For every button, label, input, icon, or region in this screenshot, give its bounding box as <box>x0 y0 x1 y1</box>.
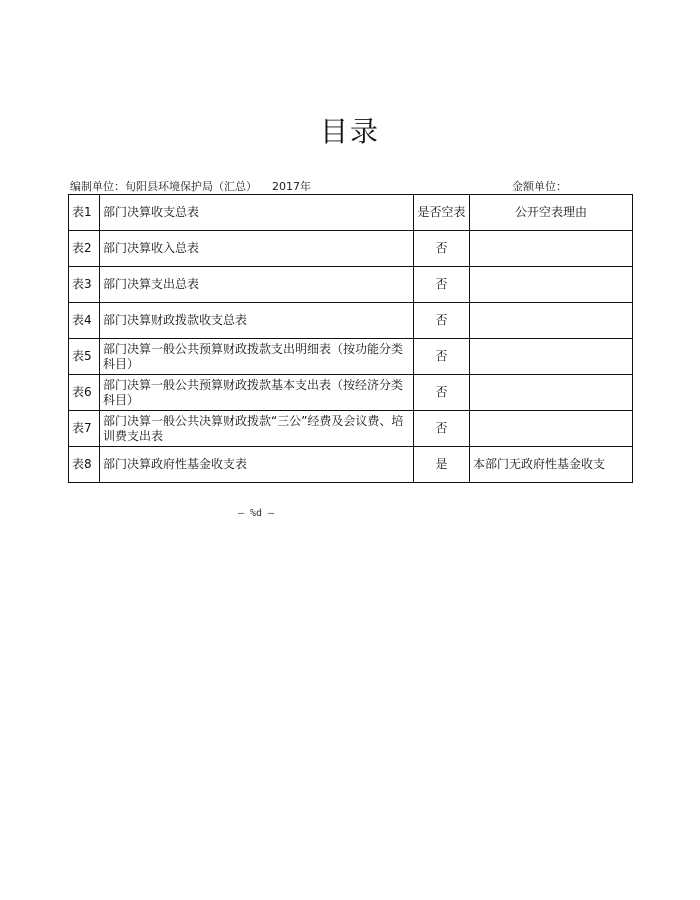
row-name: 部门决算收入总表 <box>100 231 414 267</box>
row-reason <box>470 375 633 411</box>
table-row <box>69 231 633 267</box>
row-code: 表8 <box>69 447 100 483</box>
header-name: 部门决算收支总表 <box>100 195 414 231</box>
row-code: 表2 <box>69 231 100 267</box>
table-row <box>69 447 633 483</box>
table-row <box>69 411 633 447</box>
row-is-empty: 否 <box>414 411 470 447</box>
header-code: 表1 <box>69 195 100 231</box>
page-number-marker: — %d — <box>238 508 275 519</box>
table-of-contents <box>68 194 633 483</box>
amount-unit-label: 金额单位： <box>512 180 567 193</box>
table-row <box>69 339 633 375</box>
row-is-empty: 否 <box>414 375 470 411</box>
row-is-empty: 是 <box>414 447 470 483</box>
row-name: 部门决算财政拨款收支总表 <box>100 303 414 339</box>
row-name: 部门决算政府性基金收支表 <box>100 447 414 483</box>
row-code: 表7 <box>69 411 100 447</box>
row-name: 部门决算一般公共预算财政拨款基本支出表（按经济分类科目） <box>100 375 414 411</box>
row-name: 部门决算一般公共决算财政拨款“三公”经费及会议费、培训费支出表 <box>100 411 414 447</box>
row-name: 部门决算一般公共预算财政拨款支出明细表（按功能分类科目） <box>100 339 414 375</box>
row-code: 表3 <box>69 267 100 303</box>
row-reason <box>470 303 633 339</box>
table-row <box>69 303 633 339</box>
row-reason <box>470 411 633 447</box>
row-reason <box>470 339 633 375</box>
header-is-empty: 是否空表 <box>414 195 470 231</box>
row-reason: 本部门无政府性基金收支 <box>470 447 633 483</box>
row-code: 表4 <box>69 303 100 339</box>
table-header-row <box>69 195 633 231</box>
page-title: 目录 <box>319 115 380 148</box>
compiling-unit: 编制单位：旬阳县环境保护局（汇总） <box>70 180 257 193</box>
header-reason: 公开空表理由 <box>470 195 633 231</box>
table-row <box>69 375 633 411</box>
table-row <box>69 267 633 303</box>
report-year: 2017年 <box>272 180 311 193</box>
row-code: 表6 <box>69 375 100 411</box>
row-reason <box>470 267 633 303</box>
row-is-empty: 否 <box>414 267 470 303</box>
row-name: 部门决算支出总表 <box>100 267 414 303</box>
row-is-empty: 否 <box>414 303 470 339</box>
row-code: 表5 <box>69 339 100 375</box>
row-is-empty: 否 <box>414 231 470 267</box>
row-is-empty: 否 <box>414 339 470 375</box>
row-reason <box>470 231 633 267</box>
